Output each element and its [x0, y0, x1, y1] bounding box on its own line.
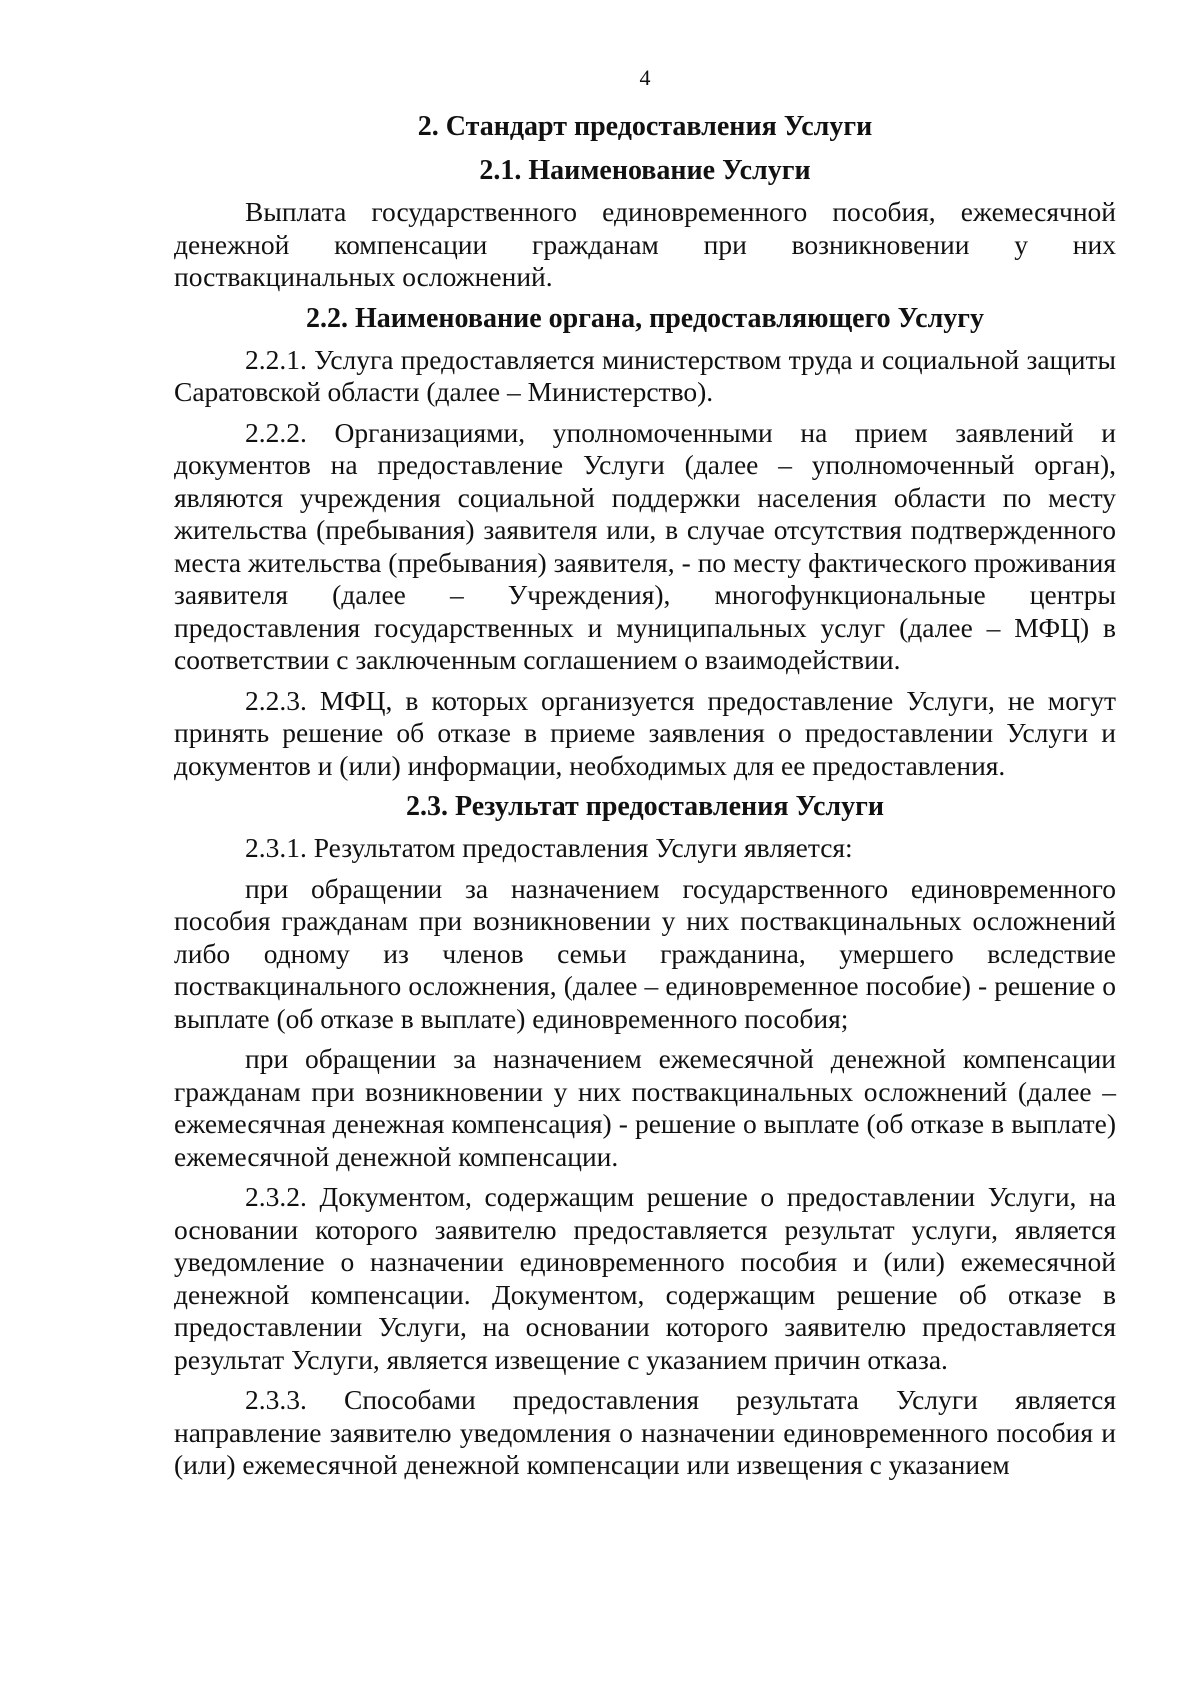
- page-number: 4: [639, 65, 651, 90]
- paragraph-2-2-2: 2.2.2. Организациями, уполномоченными на прием заявлений и документов на предоставление Услуги (далее – уполномоченный орган), являются учреждения социальной поддержки населения области по месту жительства (пребывания) заявителя или, в случае отсутствия подтвержденного места жительства (пребывания) заявителя, - по месту фактического проживания заявителя (далее – Учреждения), многофункциональные центры предоставления государственных и муниципальных услуг (далее – МФЦ) в соответствии с заключенным соглашением о взаимодействии.: [174, 416, 1116, 675]
- subsection-title-2-2: 2.2. Наименование органа, предоставляющего Услугу: [305, 302, 984, 334]
- paragraph-2-1: Выплата государственного единовременного пособия, ежемесячной денежной компенсации гражданам при возникновении у них поствакцинальных осложнений.: [174, 196, 1116, 292]
- paragraph-2-3-1-b: при обращении за назначением ежемесячной денежной компенсации гражданам при возникновении у них поствакцинальных осложнений (далее – ежемесячная денежная компенсация) - решение о выплате (об отказе в выплате) ежемесячной денежной компенсации.: [174, 1043, 1116, 1172]
- paragraph-2-2-3: 2.2.3. МФЦ, в которых организуется предоставление Услуги, не могут принять решение об отказе в приеме заявления о предоставлении Услуги и документов и (или) информации, необходимых для ее предоставления.: [174, 684, 1116, 781]
- subsection-title-2-3: 2.3. Результат предоставления Услуги: [406, 791, 884, 822]
- document-page: [174, 64, 1116, 1490]
- section-title: 2. Стандарт предоставления Услуги: [417, 111, 873, 142]
- paragraph-2-3-1-a: при обращении за назначением государственного единовременного пособия гражданам при возникновении у них поствакцинальных осложнений либо одному из членов семьи гражданина, умершего вследствие поствакцинального осложнения, (далее – единовременное пособие) - решение о выплате (об отказе в выплате) единовременного пособия;: [174, 872, 1116, 1034]
- subsection-title-2-1: 2.1. Наименование Услуги: [479, 155, 811, 186]
- paragraph-2-3-3: 2.3.3. Способами предоставления результата Услуги является направление заявителю уведомления о назначении единовременного пособия и (или) ежемесячной денежной компенсации или извещения с указанием: [174, 1384, 1116, 1480]
- paragraph-2-3-1: 2.3.1. Результатом предоставления Услуги является:: [245, 832, 853, 863]
- paragraph-2-3-2: 2.3.2. Документом, содержащим решение о предоставлении Услуги, на основании которого заявителю предоставляется результат услуги, является уведомление о назначении единовременного пособия и (или) ежемесячной денежной компенсации. Документом, содержащим решение об отказе в предоставлении Услуги, на основании которого заявителю предоставляется результат Услуги, является извещение с указанием причин отказа.: [174, 1181, 1116, 1375]
- paragraph-2-2-1: 2.2.1. Услуга предоставляется министерством труда и социальной защиты Саратовской области (далее – Министерство).: [174, 343, 1116, 407]
